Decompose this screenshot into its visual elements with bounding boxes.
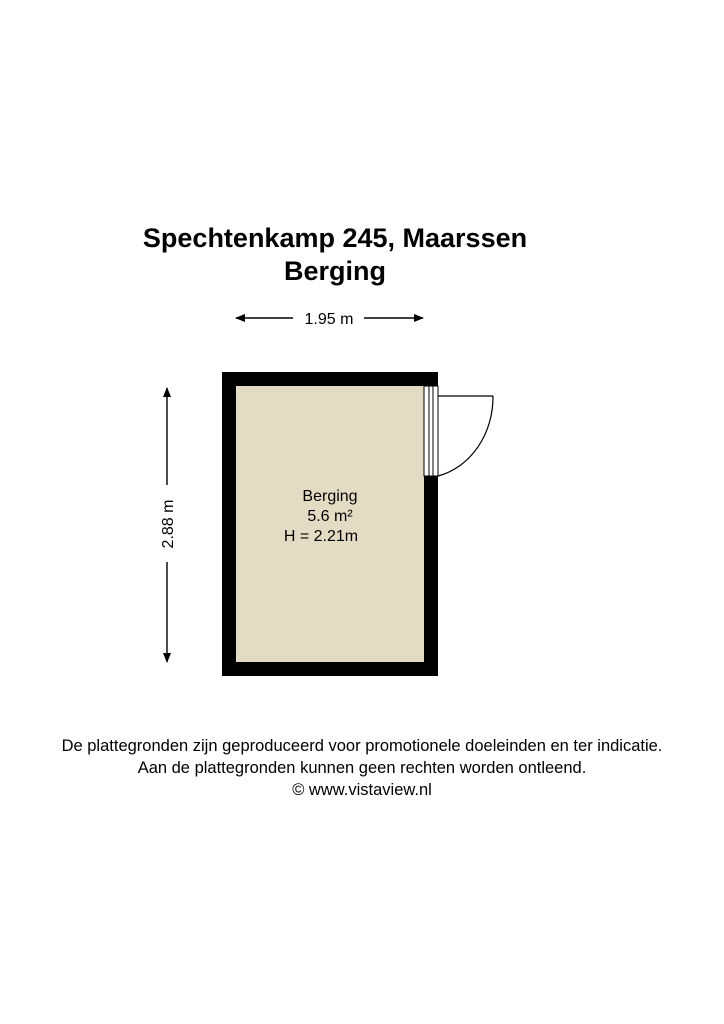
wall-left bbox=[222, 372, 236, 676]
wall-right-lower bbox=[424, 476, 438, 676]
room-area: 5.6 m² bbox=[307, 508, 353, 525]
door-frame bbox=[424, 386, 438, 476]
width-dimension bbox=[236, 311, 423, 328]
wall-bottom bbox=[222, 662, 438, 676]
height-dimension bbox=[160, 388, 177, 662]
plan-title-address: Spechtenkamp 245, Maarssen bbox=[142, 223, 528, 253]
disclaimer-line-2: Aan de plattegronden kunnen geen rechten worden ontleend. bbox=[137, 759, 587, 777]
door bbox=[424, 386, 493, 476]
copyright-line: © www.vistaview.nl bbox=[292, 781, 432, 799]
height-dimension-label: 2.88 m bbox=[160, 499, 177, 549]
width-dimension-label: 1.95 m bbox=[304, 311, 354, 328]
plan-title-floor: Berging bbox=[283, 256, 386, 286]
room-name: Berging bbox=[302, 488, 358, 505]
wall-top bbox=[222, 372, 438, 386]
wall-right-upper bbox=[424, 372, 438, 386]
door-swing-arc bbox=[438, 396, 493, 476]
room-ceiling-height: H = 2.21m bbox=[283, 528, 359, 545]
disclaimer-line-1: De plattegronden zijn geproduceerd voor promotionele doeleinden en ter indicatie. bbox=[61, 737, 663, 755]
